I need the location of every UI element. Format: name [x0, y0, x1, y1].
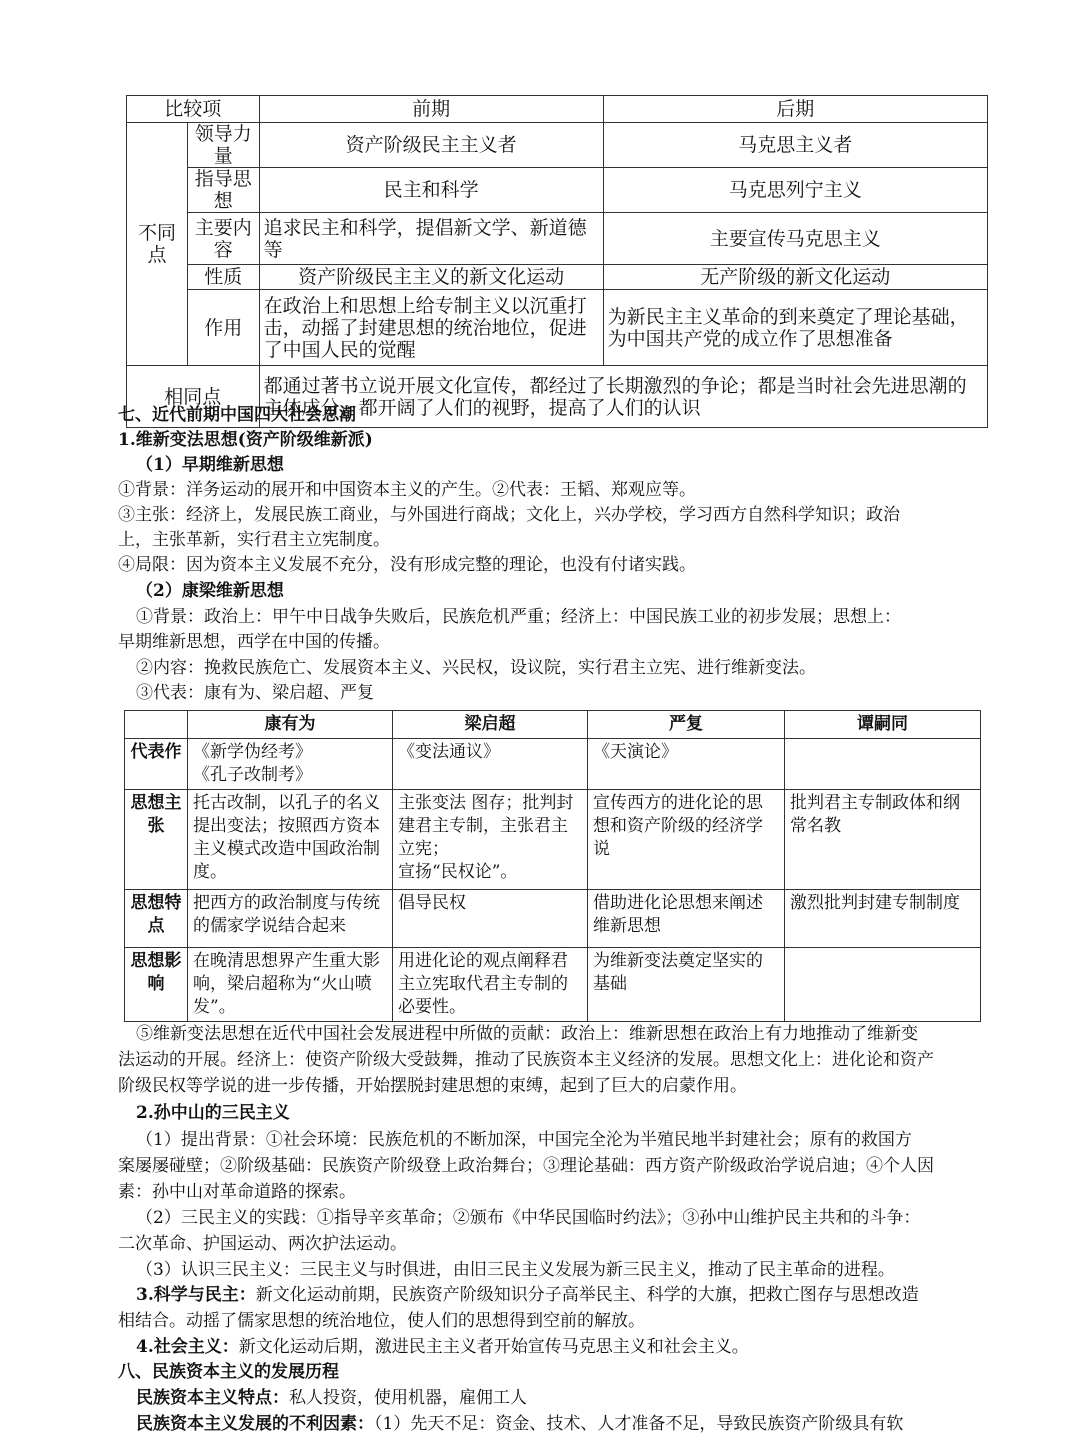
- late-cell: 马克思列宁主义: [603, 168, 987, 213]
- late-cell: 为新民主主义革命的到来奠定了理论基础，为中国共产党的成立作了思想准备: [603, 290, 987, 366]
- header-cell: 后期: [603, 96, 987, 123]
- row-item: 指导思想: [188, 168, 260, 213]
- late-cell: 马克思主义者: [603, 123, 987, 168]
- early-cell: 民主和科学: [259, 168, 603, 213]
- table-row: [127, 213, 988, 265]
- row-item: 性质: [188, 265, 260, 290]
- table-row: [127, 265, 988, 290]
- table-row: [125, 948, 981, 1022]
- table-header-row: [125, 711, 981, 739]
- subsection-title: （1）早期维新思想: [136, 455, 284, 475]
- row-item: 主要内容: [188, 213, 260, 265]
- paragraph: （1）提出背景：①社会环境：民族危机的不断加深，中国完全沦为半殖民地半封建社会；原有的救国方: [136, 1130, 912, 1150]
- row-item: 领导力量: [188, 123, 260, 168]
- paragraph: [118, 1283, 1016, 1308]
- table-cell: [785, 948, 981, 1022]
- paragraph: ④局限：因为资本主义发展不充分，没有形成完整的理论，也没有付诸实践。: [118, 555, 696, 575]
- header-cell: 严复: [588, 711, 785, 739]
- table-cell: 在晚清思想界产生重大影响，梁启超称为“火山喷发”。: [188, 948, 393, 1022]
- paragraph: ①背景：政治上：甲午中日战争失败后，民族危机严重；经济上：中国民族工业的初步发展；思想上：: [136, 607, 901, 627]
- paragraph: 上，主张革新，实行君主立宪制度。: [118, 530, 390, 550]
- table-cell: 主张变法 图存；批判封建君主专制，主张君主立宪； 宣扬“民权论”。: [393, 790, 588, 890]
- paragraph: 阶级民权等学说的进一步传播，开始摆脱封建思想的束缚，起到了巨大的启蒙作用。: [118, 1076, 747, 1096]
- early-cell: 资产阶级民主主义者: [259, 123, 603, 168]
- late-cell: 主要宣传马克思主义: [603, 213, 987, 265]
- paragraph: [118, 1412, 1016, 1437]
- inline-text: 新文化运动后期，激进民主主义者开始宣传马克思主义和社会主义。: [238, 1337, 749, 1357]
- group-label: 不同点: [127, 123, 188, 366]
- paragraph: ⑤维新变法思想在近代中国社会发展进程中所做的贡献：政治上：维新思想在政治上有力地推动了维新变: [136, 1024, 918, 1044]
- table-cell: 倡导民权: [393, 890, 588, 948]
- header-cell: 谭嗣同: [785, 711, 981, 739]
- table-cell: 借助进化论思想来阐述维新思想: [588, 890, 785, 948]
- table-row: [125, 790, 981, 890]
- section-title: 八、民族资本主义的发展历程: [118, 1362, 339, 1382]
- table-cell: 《变法通议》: [393, 739, 588, 790]
- header-cell: 前期: [259, 96, 603, 123]
- section-title: 七、近代前期中国四大社会思潮: [118, 405, 356, 425]
- early-cell: 追求民主和科学，提倡新文学、新道德等: [259, 213, 603, 265]
- table-row: [125, 739, 981, 790]
- table-cell: 把西方的政治制度与传统的儒家学说结合起来: [188, 890, 393, 948]
- paragraph: ③主张：经济上，发展民族工商业，与外国进行商战；文化上，兴办学校，学习西方自然科学知识；政治: [118, 505, 900, 525]
- paragraph: 案屡屡碰壁；②阶级基础：民族资产阶级登上政治舞台；③理论基础：西方资产阶级政治学说启迪；④个人因: [118, 1156, 934, 1176]
- table-cell: 托古改制，以孔子的名义提出变法；按照西方资本主义模式改造中国政治制度。: [188, 790, 393, 890]
- row-label: 思想特点: [125, 890, 188, 948]
- paragraph: [118, 1386, 1016, 1411]
- table-cell: 《新学伪经考》 《孔子改制考》: [188, 739, 393, 790]
- inline-heading: 民族资本主义特点：: [136, 1388, 289, 1408]
- comparison-table: [126, 95, 988, 428]
- table-cell: 《天演论》: [588, 739, 785, 790]
- table-cell: 激烈批判封建专制制度: [785, 890, 981, 948]
- same-text: 都通过著书立说开展文化宣传，都经过了长期激烈的争论；都是当时社会先进思潮的主体成分，都开阔了人们的视野，提高了人们的认识: [259, 366, 987, 428]
- paragraph: ③代表：康有为、梁启超、严复: [136, 683, 374, 703]
- inline-heading: 民族资本主义发展的不利因素：: [136, 1414, 374, 1434]
- subsection-title: 2.孙中山的三民主义: [136, 1103, 290, 1123]
- paragraph: ②内容：挽救民族危亡、发展资本主义、兴民权，设议院，实行君主立宪、进行维新变法。: [136, 658, 816, 678]
- table-cell: 用进化论的观点阐释君主立宪取代君主专制的必要性。: [393, 948, 588, 1022]
- table-row: [127, 168, 988, 213]
- paragraph: [118, 1335, 1016, 1360]
- inline-text: 新文化运动前期，民族资产阶级知识分子高举民主、科学的大旗，把救亡图存与思想改造: [255, 1285, 919, 1305]
- table-header-row: [127, 96, 988, 123]
- inline-text: （1）先天不足：资金、技术、人才准备不足，导致民族资产阶级具有软: [374, 1414, 904, 1434]
- table-row: [127, 290, 988, 366]
- table-cell: 批判君主专制政体和纲常名教: [785, 790, 981, 890]
- paragraph: 法运动的开展。经济上：使资产阶级大受鼓舞，推动了民族资本主义经济的发展。思想文化上：进化论和资产: [118, 1050, 934, 1070]
- row-item: 作用: [188, 290, 260, 366]
- paragraph: 相结合。动摇了儒家思想的统治地位，使人们的思想得到空前的解放。: [118, 1311, 645, 1331]
- header-cell: 比较项: [127, 96, 260, 123]
- table-row: [125, 890, 981, 948]
- table-cell: 宣传西方的进化论的思想和资产阶级的经济学说: [588, 790, 785, 890]
- subsection-title: 1.维新变法思想(资产阶级维新派): [118, 430, 373, 450]
- inline-heading: 4.社会主义：: [136, 1337, 239, 1357]
- row-label: 思想影响: [125, 948, 188, 1022]
- header-cell: 康有为: [188, 711, 393, 739]
- early-cell: 在政治上和思想上给专制主义以沉重打击，动摇了封建思想的统治地位，促进了中国人民的觉醒: [259, 290, 603, 366]
- inline-heading: 3.科学与民主：: [136, 1285, 256, 1305]
- paragraph: （2）三民主义的实践：①指导辛亥革命；②颁布《中华民国临时约法》；③孙中山维护民主共和的斗争：: [136, 1208, 921, 1228]
- paragraph: 素：孙中山对革命道路的探索。: [118, 1182, 356, 1202]
- late-cell: 无产阶级的新文化运动: [603, 265, 987, 290]
- header-cell: 梁启超: [393, 711, 588, 739]
- same-label: 相同点: [127, 366, 260, 428]
- row-label: 思想主张: [125, 790, 188, 890]
- early-cell: 资产阶级民主主义的新文化运动: [259, 265, 603, 290]
- row-label: 代表作: [125, 739, 188, 790]
- table-row: [127, 123, 988, 168]
- paragraph: （3）认识三民主义：三民主义与时俱进，由旧三民主义发展为新三民主义，推动了民主革命的进程。: [136, 1260, 895, 1280]
- header-cell: [125, 711, 188, 739]
- table-cell: 为维新变法奠定坚实的基础: [588, 948, 785, 1022]
- reformers-table: [124, 710, 981, 1022]
- paragraph: 早期维新思想，西学在中国的传播。: [118, 632, 390, 652]
- subsection-title: （2）康梁维新思想: [136, 581, 284, 601]
- table-cell: [785, 739, 981, 790]
- paragraph: 二次革命、护国运动、两次护法运动。: [118, 1234, 407, 1254]
- inline-text: 私人投资，使用机器，雇佣工人: [289, 1388, 527, 1408]
- paragraph: ①背景：洋务运动的展开和中国资本主义的产生。②代表：王韬、郑观应等。: [118, 480, 696, 500]
